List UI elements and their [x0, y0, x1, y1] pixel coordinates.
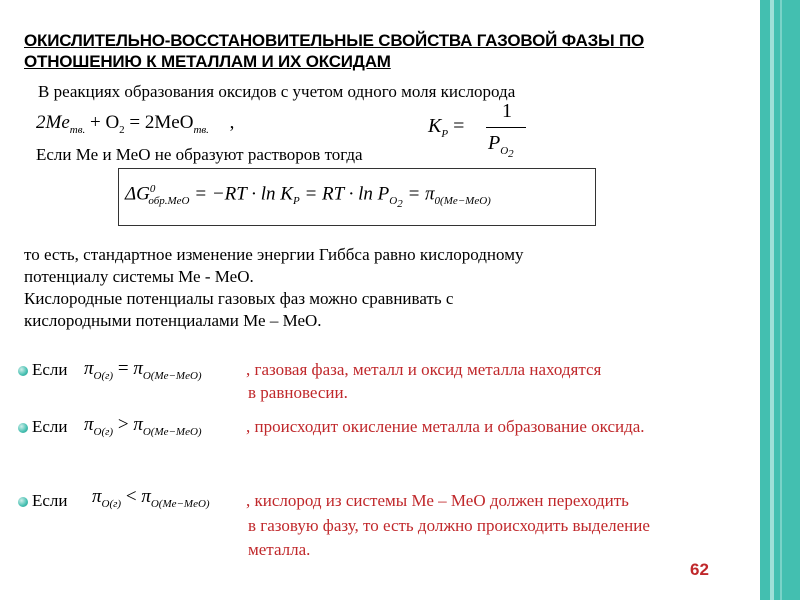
condition-3-formula: [92, 486, 210, 510]
kp-lhs-sub: P: [441, 128, 449, 140]
gibbs-mid-sub: O: [389, 195, 398, 208]
paragraph-line-2: потенциалу системы Ме - МеО.: [24, 267, 254, 286]
paragraph-line-3: Кислородные потенциалы газовых фаз можно сравнивать с: [24, 289, 454, 308]
bullet-icon: [18, 423, 28, 433]
gibbs-sub: обр.MeO: [148, 195, 190, 208]
reaction-comma: ,: [229, 112, 235, 133]
gibbs-rest-sub: P: [292, 195, 300, 208]
pi-symbol: π: [133, 358, 143, 379]
condition-3-text-3: металла.: [248, 540, 311, 559]
condition-3-op: <: [125, 486, 137, 507]
kp-denominator: P: [488, 132, 501, 154]
condition-1-op: =: [117, 358, 129, 379]
page-number: 62: [690, 560, 709, 579]
pi-symbol: π: [84, 414, 94, 435]
condition-2-formula: [84, 414, 202, 438]
condition-2-op: >: [117, 414, 129, 435]
intro-text: В реакциях образования оксидов с учетом одного моля кислорода: [38, 82, 516, 101]
condition-3-text-1: , кислород из системы Ме – МеО должен переходить: [246, 491, 629, 510]
fraction-bar: [486, 127, 526, 128]
kp-formula: [428, 100, 548, 160]
gibbs-delta: ΔG: [125, 183, 150, 205]
pi-symbol: π: [92, 486, 102, 507]
gibbs-sup: 0: [149, 183, 156, 195]
bullet-icon: [18, 366, 28, 376]
condition-1-text-1: , газовая фаза, металл и оксид металла находятся: [246, 360, 602, 379]
kp-lhs: K: [428, 115, 442, 137]
bullet-icon: [18, 497, 28, 507]
condition-3-rhs-sub: O(Me−MeO): [150, 497, 210, 510]
kp-eq: =: [453, 115, 465, 137]
condition-2-if: Если: [32, 417, 68, 436]
paragraph-line-1: то есть, стандартное изменение энергии Гиббса равно кислородному: [24, 245, 524, 264]
gibbs-mid-sub2: 2: [397, 198, 403, 211]
gibbs-mid: = RT · ln P: [304, 183, 390, 205]
no-solutions-text: Если Ме и МеО не образуют растворов тогда: [36, 145, 363, 164]
condition-1-formula: [84, 358, 202, 382]
reaction-equation: $2Me_{тв.} + O_2 = 2MeO_{тв.}$ ,: [36, 112, 235, 136]
kp-numerator: 1: [502, 100, 512, 122]
gibbs-rest: = −RT · ln K: [194, 183, 293, 205]
condition-2-text-1: , происходит окисление металла и образование оксида.: [246, 417, 645, 436]
condition-1-lhs-sub: O(г): [93, 369, 114, 382]
condition-1-if: Если: [32, 360, 68, 379]
gibbs-formula-box: [118, 168, 596, 226]
slide-title: ОКИСЛИТЕЛЬНО-ВОССТАНОВИТЕЛЬНЫЕ СВОЙСТВА ГАЗОВОЙ ФАЗЫ ПО ОТНОШЕНИЮ К МЕТАЛЛАМ И ИХ ОКСИДАМ: [24, 31, 645, 71]
condition-1-rhs-sub: O(Me−MeO): [142, 369, 202, 382]
gibbs-end: = π: [407, 183, 435, 205]
explanation-paragraph: [24, 244, 724, 332]
condition-3-lhs-sub: O(г): [101, 497, 122, 510]
pi-symbol: π: [141, 486, 151, 507]
kp-den-sub: O: [500, 145, 509, 157]
paragraph-line-4: кислородными потенциалами Ме – МеО.: [24, 311, 322, 330]
kp-den-sub2: 2: [508, 148, 514, 161]
reaction-eq: = 2MeO: [129, 112, 194, 133]
decorative-side-bar: [760, 0, 800, 600]
pi-symbol: π: [84, 358, 94, 379]
condition-1-text-2: в равновесии.: [248, 383, 348, 402]
reaction-plus: + O: [89, 112, 120, 133]
reaction-coef: 2Me: [36, 112, 70, 133]
side-bar-stripe: [770, 0, 774, 600]
reaction-sub-tv-2: тв.: [193, 123, 209, 136]
condition-2-rhs-sub: O(Me−MeO): [142, 425, 202, 438]
gibbs-end-sub: 0(Me−MeO): [434, 195, 491, 208]
condition-2-lhs-sub: O(г): [93, 425, 114, 438]
pi-symbol: π: [133, 414, 143, 435]
gibbs-formula: [125, 183, 491, 210]
reaction-sub-tv: тв.: [69, 123, 86, 136]
condition-3-if: Если: [32, 491, 68, 510]
side-bar-stripe-thin: [780, 0, 782, 600]
condition-3-text-2: в газовую фазу, то есть должно происходить выделение: [248, 516, 650, 535]
